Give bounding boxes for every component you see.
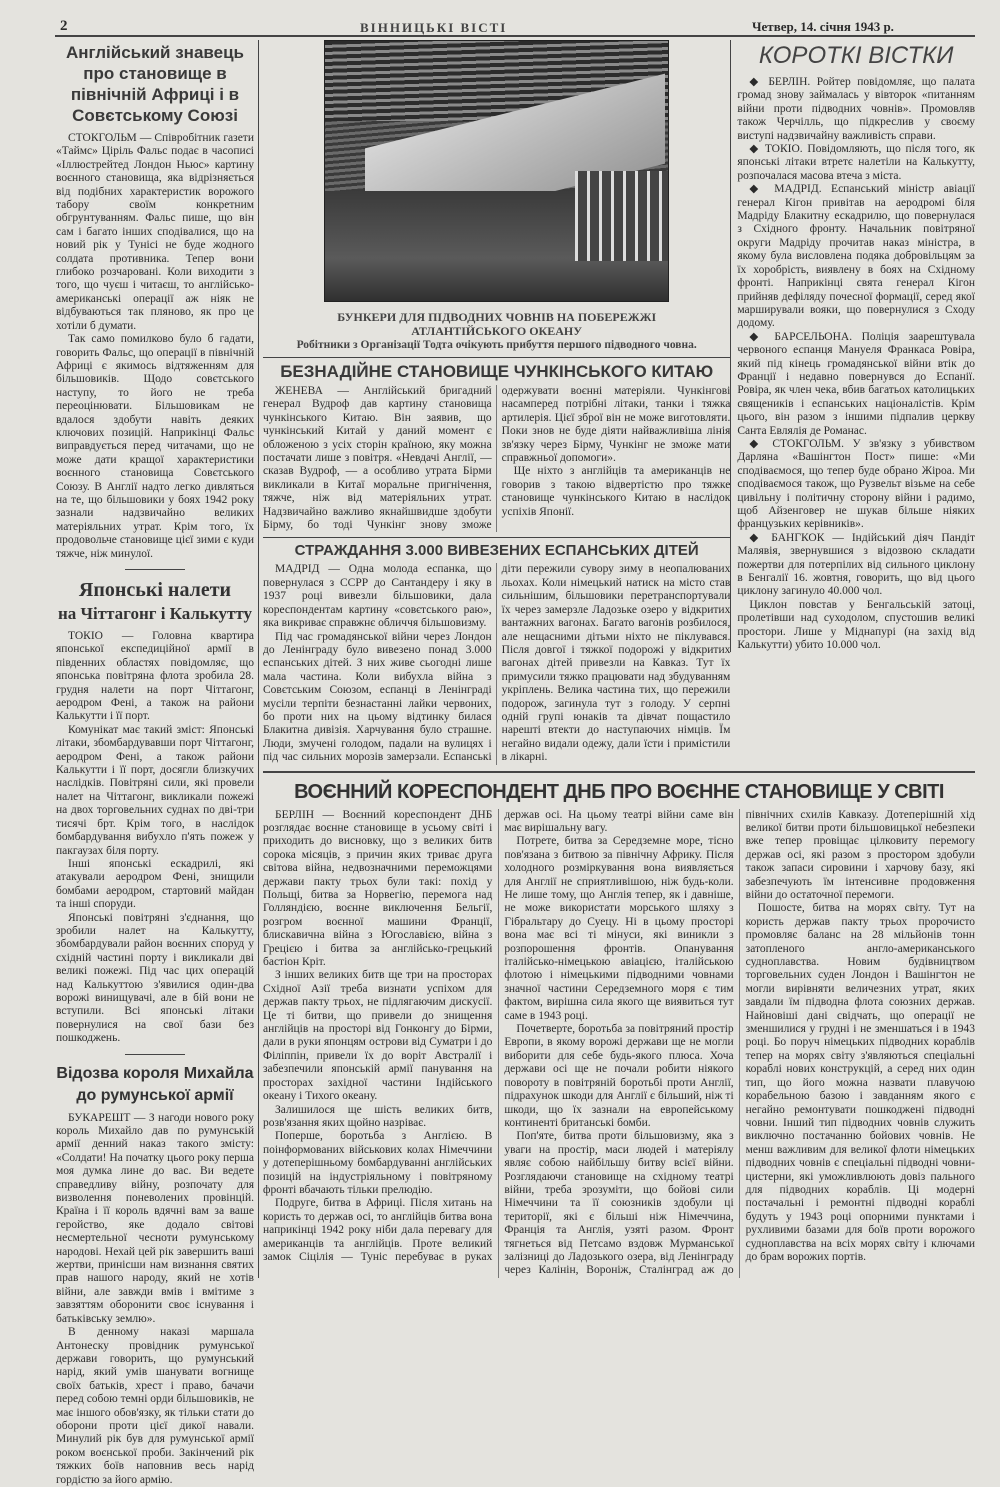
- article-title-line1: Відозва короля Михайла: [56, 1064, 254, 1082]
- article-title: СТРАЖДАННЯ 3.000 ВИВЕЗЕНИХ ЕСПАНСЬКИХ ДІТЕЙ: [294, 542, 699, 560]
- news-text: БАНГКОК — Індійський діяч Пандіт Малявія, звернувшися з відозвою складати пожертви для потерпілих від сильного циклону в Бенгалії 16. жовтня, говорить, що від цього циклону загинуло 40.000 чол.: [737, 531, 975, 598]
- news-text: МАДРІД. Еспанський міністр авіації генерал Кігон привітав на аеродромі біля Мадріду Блакитну ескадрилю, що повернулася з Східного фронту. Начальник повітряної округи Мадріду прочитав наказ міністра, в якому була висловлена подяка добровільцям за їх хоробрість, виявлену в боях на Східному фронті. Наприкінці свята генерал Кігон прийняв дефіляду почесної формації, серед якої марширували вояки, що повернулися з Сходу додому.: [737, 183, 975, 330]
- article-dnb: [263, 777, 975, 1278]
- article-body: [56, 132, 254, 561]
- article-mihai: [56, 1063, 254, 1487]
- paragraph: БУКАРЕШТ — З нагоди нового року король Михайло дав по румунській армії денний наказ такого змісту: «Солдати! На початку цього року перша моя думка лине до вас. Ви ведете справедливу війну, розпочату для визволення поневолених провінцій. Країна і її король вдячні вам за ваше геройство, яке додало світові несмертельної чесноти румунському народові. Нехай цей рік завершить ваші жертви, принісши нам визнання святих прав нашого народу, який не хотів війни, але завжди вмів і вмітиме з завзяттям оборонити своє існування і батьківську землю».: [56, 1111, 254, 1325]
- short-news: [730, 40, 975, 652]
- article-title: ВОЄННИЙ КОРЕСПОНДЕНТ ДНБ ПРО ВОЄННЕ СТАНОВИЩЕ У СВІТІ: [294, 780, 944, 803]
- paragraph: Комунікат має такий зміст: Японські літаки, збомбардувавши порт Чіттагонг, аеродром Фені, а також райони Калькутти і її порт, досягли близкучих наслідків. Повітряні сили, які провели налет на Чіттагонг, викликали пожежі на двох торговельних суднах по дві-три тисячі брт. Крім того, в наслідок бомбардування вибухло п'ять пожеж у пакгаузах біля порту.: [56, 723, 254, 857]
- news-text: БЕРЛІН. Ройтер повідомляє, що палата громад знову займалась у вівторок «питанням війни проти підводних човнів». Промовляв також Черчілль, що підкреслив у своєму виступі надзвичайну важливість справи.: [737, 76, 975, 142]
- paragraph: Пошосте, битва на морях світу. Тут на користь держав пакту трьох пророчисто промовляє баланс на 28 мільйонів тонн затопленого англо-американського судноплавства. Новим будівництвом торговельних суден Лондон і Вашінгтон не могли вирівняти величезних утрат, яких завдали їм підводна флота союзних держав. Найновіші дані свідчать, що операції не зменшилися у грудні і не зменшаться і в 1943 році. Бо поруч німецьких підводних кораблів тепер на морях світу з'являються спеціальні кораблі нових конструкцій, а серед них один тип, що його можна назвати плавучою корабельною базою і завданням якого є негайно ремонтувати пошкоджені підводні човни. Інший тип підводних човнів служить виключно постачанню бойових човнів. Не менш важливим для великої флоти німецьких підводних човнів є спеціальні підводні човни-цистерни, які уможливлюють довіз пального для підводних кораблів. Ці модерні постачальні і ремонтні підводні кораблі будуть у 1943 році опорними пунктами і рухливими базами для боїв проти ворожого судноплавства на всіх морях світу і ключами до брам ворожих портів.: [745, 902, 975, 1263]
- news-item-madrid: [737, 183, 975, 330]
- paragraph: Поперше, боротьба з Англією. В поінформованих військових колах Німеччини у дотеперішньому бомбардуванні англійських позицій на індустріяльному і повітряному фронті вбачають тільки прелюдію.: [263, 1130, 493, 1196]
- news-item-bangkok: [737, 532, 975, 599]
- paragraph: СТОКГОЛЬМ — Співробітник газети «Таймс» Ціріль Фальс подає в часописі «Іллюстрейтед Лондон Ньюс» картину воєнного становища, яка відрізняється від подібних характеристик ворожого табору своїм конкретним обгрунтуванням. Фальс пише, що він сам і багато інших сподівалися, що на новий рік у Тунісі не буде жодного солдата противника. Тепер вони глибоко розчаровані. Коли виходити з того, що чуєш і читаєш, то англійсько-американські операції аж ніяк не відбуваються так пляново, як про це хотіли б думати.: [56, 132, 254, 332]
- paragraph: Поп'яте, битва проти більшовизму, яка з уваги на простір, маси людей і матеріялу являє собою найбільшу битву всієї війни. Розглядаючи становище на східному театрі війни, треба зрозуміти, що бойові сили Німеччини та її союзників здобули ці території, які є більші ніж Німеччина, Франція та Англія, узяті разом. Фронт тягнеться від Петсамо вздовж Мурманської залізниці до Ладозького озера, від Ленінграду через Калінін, Вороніж, Сталінград аж до північних схилів Кавказу. Дотеперішній хід великої битви проти більшовицької небезпеки вже тепер провіщає цілковиту перемогу держав осі, які разом з простором здобули також запаси сировини і харчову базу, які забезпечують їм інтенсивне продовження війни до остаточної перемоги.: [504, 808, 975, 1277]
- article-title: БЕЗНАДІЙНЕ СТАНОВИЩЕ ЧУНКІНСЬКОГО КИТАЮ: [280, 362, 714, 381]
- paragraph: Так само помилково було б гадати, говорить Фальс, що операції в північній Африці є якимось відтяженням для більшовиків. Щодо совєтського наступу, то його не треба переоцінювати. Більшовикам не вдалося здобути навіть деяких ключових позицій. Наприкінці Фальс виправдується перед читачами, що не може дати кращої характеристики воєнного становища Совєтського Союзу. В Англії надто легко дивляться на те, що більшовики у боях 1942 року зазнали надзвичайно великих матеріяльних утрат. Крім того, їх продовольче становище цієї зими є куди тяжче, ніж минулої.: [56, 333, 254, 560]
- article-body: [56, 1112, 254, 1487]
- news-text: СТОКГОЛЬМ. У зв'язку з убивством Дарляна «Вашінгтон Пост» пише: «Ми сподіваємося, що тепер буде обрано Жіроа. Ми сподіваємося також, що Рузвельт візьме на себе цивільну і політичну сторону війни і радимо, щоб Айзенговер не шукав більше ніяких французьких керівників».: [737, 437, 976, 531]
- header-rule: [55, 35, 975, 37]
- paragraph: БЕРЛІН — Воєнний кореспондент ДНБ розглядає воєнне становище в усьому світі і приходить до висновку, що з великих битв сорока місяців, з причин яких триває друга світова війна, недвозначними переможцями держави пакту трьох були такі: похід у Польщі, битва за Норвегію, перемога над Голляндією, воєнне виключення Бельгії, розгром воєнної машини Франції, блискавична війна з Югославією, війна з Грецією і битва за англійсько-грецький бастіон Кріт.: [263, 808, 493, 969]
- news-item-berlin: [737, 76, 975, 143]
- divider: [263, 537, 730, 538]
- diamond-bullet-icon: ◆: [749, 76, 762, 88]
- main-area: [258, 40, 975, 1278]
- news-item-tokyo: [737, 143, 975, 183]
- caption-text: Робітники з Організації Тодта очікують прибуття першого підводного човна.: [296, 339, 697, 351]
- article-title-line1: Японські налети: [78, 579, 232, 601]
- article-title: Англійський знавець про становище в північній Африці і в Совєтському Союзі: [66, 43, 244, 125]
- short-news-title: КОРОТКІ ВІСТКИ: [758, 42, 954, 69]
- article-title-line2: на Чіттагонг і Калькутту: [58, 604, 252, 623]
- news-item-stockholm: [737, 438, 975, 532]
- paragraph: МАДРІД — Одна молода еспанка, що повернулася з ССРР до Сантандеру і яку в 1937 році вивезли більшовики, дала кореспондентам картину «совєтського раю», яка викриває справжнє обличчя більшовизму.: [263, 563, 492, 630]
- issue-date: Четвер, 14. січня 1943 р.: [752, 19, 894, 34]
- paragraph: Ще ніхто з англійців та американців не говорив з такою відвертістю про тяжке становище чункінського Китаю в наслідок успіхів Японії.: [501, 465, 731, 518]
- diamond-bullet-icon: ◆: [749, 183, 765, 196]
- article-body: [263, 563, 730, 764]
- news-text: БАРСЕЛЬОНА. Поліція заарештувала червоного еспанця Мануеля Франкаса Ровіра, який під кінець громадянської війни втік до Франції і недавно повернувся до Еспанії. Ровіра, як член чека, вбив багатьох католицьких священиків і еспанських націоналістів. Крім цього, він разом з іншими підпалив церкву Санта Евлялія де Романас.: [737, 330, 975, 437]
- paragraph: ЖЕНЕВА — Англійський бригадний генерал Вудроф дав картину становища чункінського Китаю. Він заявив, що чункінський Китай у даний момент є обложеною з усіх сторін країною, яку можна постачати лише з повітря. «Невдачі Англії, — сказав Вудроф, — а особливо утрата Бірми викликали в Китаї моральне пригнічення, тяжче, ніж від матеріяльних утрат. Надзвичайно важливо якнайшвидше здобути Бірму, бо тоді Чункінг знову зможе одержувати воєнні матеріяли. Чункінгові насамперед потрібні літаки, танки і тяжка артилерія. Цієї зброї він не може виготовляти. Поки знов не буде діяти найважливіша лінія зв'язку через Бірму, Чункінг не зможе мати справжньої допомоги».: [263, 385, 731, 532]
- diamond-bullet-icon: ◆: [749, 437, 764, 450]
- news-item-barcelona: [737, 331, 975, 438]
- article-japan: [56, 578, 254, 1046]
- paragraph: Інші японські ескадрилі, які атакували аеродром Фені, знищили бомбами аеродром, стартовий майдан та інші споруди.: [56, 857, 254, 911]
- article-china: [263, 361, 730, 532]
- diamond-bullet-icon: ◆: [749, 143, 761, 156]
- diamond-bullet-icon: ◆: [749, 330, 765, 343]
- paragraph: Почетверте, боротьба за повітряний простір Европи, в якому ворожі держави ще не могли виборити для себе будь-якого плюса. Хоча держави осі ще не почали робити ніякого повороту в повітряній боротьбі проти Англії, підрахунок шкоди для Англії є більший, ніж ті шкоди, що їх зазнали на европейському континенті британські бомби.: [504, 1023, 734, 1129]
- short-news-body: [737, 76, 975, 652]
- article-spain: [263, 541, 730, 764]
- photo-caption: [263, 310, 730, 352]
- left-column: [56, 42, 254, 1487]
- divider: [125, 569, 185, 570]
- paragraph: Японські повітряні з'єднання, що зробили налет на Калькутту, збомбардували район воєнних споруд у східній частині порту і викликали дві великі пожежі. Під час цих операцій над Калькуттою з'явилися один-два ворожі винищувачі, але в бій вони не вступили. Всі японські літаки повернулися на свої бази без пошкоджень.: [56, 911, 254, 1045]
- divider: [263, 357, 730, 358]
- caption-title: БУНКЕРИ ДЛЯ ПІДВОДНИХ ЧОВНІВ НА ПОБЕРЕЖЖІ АТЛАНТІЙСЬКОГО ОКЕАНУ: [337, 310, 657, 338]
- divider: [125, 1054, 185, 1055]
- article-body: [56, 630, 254, 1046]
- article-body: [263, 385, 730, 532]
- paragraph: ТОКІО — Головна квартира японської експедиційної армії в південних областях повідомляє, що японська повітряна флота зробила 28. грудня налети на порт Чіттагонг, аеродром Фені, а також на райони Калькутти і її порт.: [56, 630, 254, 723]
- news-text: ТОКІО. Повідомляють, що після того, як японські літаки втретє налетіли на Калькутту, розпочалася масова втеча з міста.: [737, 143, 975, 182]
- newspaper-name: ВІННИЦЬКІ ВІСТІ: [360, 20, 508, 35]
- paragraph: З інших великих битв ще три на просторах Східної Азії треба визнати успіхом для держав пакту трьох, не підлягаючим дискусії. Це ті битви, що привели до знищення англійців на просторі від Гонконгу до Бірми, дали в руки японцям острови від Суматри і до Філіппін, привели їх до воріт Австралії і забезпечили японській армії панування на просторах західної частини Індійського океану і Тихого океану.: [263, 969, 493, 1103]
- paragraph: Потрете, битва за Середземне море, тісно пов'язана з битвою за північну Африку. Після холодного розміркування вона виявляється для Англії не сприятливішою, ніж будь-коли. Не лише тому, що Англія тепер, як і давніше, не може використати морського шляху з Гібральтару до Суецу. Ні в цьому просторі вона має всі ті мінуси, які виникли з розпорошення фронтів. Опанування італійсько-німецькою авіацією, італійською флотою і німецькими підводними човнами значної частини Середземного моря є тим фактом, вирішна сила якого ще виявиться тут саме в 1943 році.: [504, 835, 734, 1022]
- paragraph: Під час громадянської війни через Лондон до Ленінграду було вивезено понад 3.000 еспанських дітей. З них живе сьогодні лише мала частина. Коли вибухла війна з Совєтським Союзом, еспанці в Ленінграді мусіли терпіти безнастанні лайки червоних, бо проти них на цьому відтинку билася Блакитна дивізія. Харчування було страшне. Люди, змучені голодом, падали на вулицях і під час сильних морозів замерзали. Еспанські діти пережили сувору зиму в неопалюваних льохах. Коли німецький натиск на місто став сильнішим, більшовики перетранспортували їх через замерзле Ладозьке озеро у відкритих вантажних вагонах. Багато вагонів розбилося, але нещасними дітьми ніхто не піклувався. Після довгої і тяжкої подорожі у відкритих вагонах дітей привезли на Кавказ. Тут їх примусили тяжко працювати над збудуванням укріплень. Велика частина тих, що пережили подорож, загинула тут з голоду. У серпні одній групі юнаків та дівчат пощастило нарешті втекти до наступаючих німців. Їм негайно видали одежу, дали їсти і примістили в лікарні.: [263, 563, 731, 764]
- article-falls: [56, 42, 254, 561]
- page-number: 2: [60, 18, 68, 34]
- news-closing: Циклон повстав у Бенгальській затоці, пролетівши над суходолом, спустошив великі простори. Лише у Міднапурі (на захід від Калькутти) убито 10.000 чол.: [737, 598, 975, 652]
- paragraph: Залишилося ще шість великих битв, розв'язання яких щойно назріває.: [263, 1103, 493, 1129]
- submarine-bunker-photo: [324, 40, 669, 302]
- article-title-line2: до румунської армії: [76, 1086, 234, 1104]
- center-column: [263, 40, 730, 765]
- divider: [263, 771, 975, 773]
- diamond-bullet-icon: ◆: [749, 531, 764, 544]
- paragraph: В денному наказі маршала Антонеску провідник румунської держави говорить, що румунський нарід, який умів шанувати вогнище своїх батьків, хрест і право, бачачи перед собою темні орди більшовиків, не має іншого обов'язку, як тільки стати до оборони проти цієї дикої навали. Минулий рік був для румунської армії роком воєнської проби. Закінчений рік тяжких боїв наповнив весь нарід гордістю за його армію.: [56, 1326, 254, 1486]
- paragraph: Подруге, битва в Африці. Після хитань на користь то держав осі, то англійців битва вона наприкінці 1942 року ніби дала перевагу для американців та англійців. Проте великий замок Сіцілія — Туніс перебуває в руках держав осі. На цьому театрі війни саме він має вирішальну вагу.: [263, 808, 734, 1263]
- article-body: [263, 809, 975, 1278]
